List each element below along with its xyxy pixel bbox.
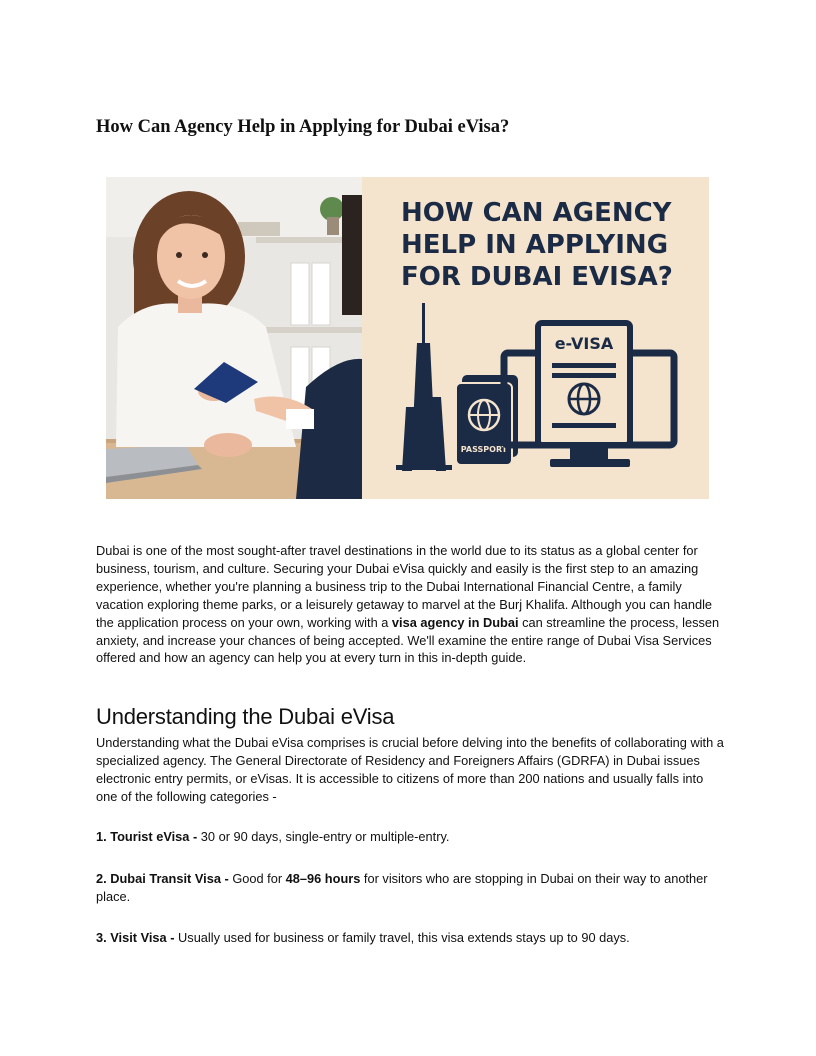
hero-headline-line-1: HOW CAN AGENCY	[401, 198, 672, 228]
list-item-label: 3. Visit Visa -	[96, 930, 175, 945]
section-heading: Understanding the Dubai eVisa	[96, 704, 395, 729]
list-item-text: Good for	[228, 871, 286, 886]
intro-text-2: can streamline the process, lessen anxiety, and increase your chances of being accepted. We'll examine the entire range of Dubai Visa Services offered and how an agency can help you at every turn in this in-depth guide.	[96, 614, 720, 666]
section-intro-paragraph: Understanding what the Dubai eVisa comprises is crucial before delving into the benefits of collaborating with a specialized agency. The General Directorate of Residency and Foreigners Affairs (GDRFA) in Dubai issues electronic entry permits, or eVisas. It is accessible to citizens of more than 200 nations and usually falls into one of the following categories -	[96, 735, 724, 804]
list-item	[96, 828, 726, 846]
list-item	[96, 870, 726, 906]
hero-image	[106, 177, 709, 499]
list-item-label: 1. Tourist eVisa -	[96, 829, 198, 844]
intro-bold-link-text: visa agency in Dubai	[391, 614, 519, 630]
page-title: How Can Agency Help in Applying for Dubai eVisa?	[96, 117, 510, 137]
list-item	[96, 929, 726, 947]
intro-text-1: Dubai is one of the most sought-after travel destinations in the world due to its status as a global center for business, tourism, and culture. Securing your Dubai eVisa quickly and easily is the first step to an amazing experience, whether you're planning a business trip to the Dubai International Financial Centre, a family vacation exploring theme parks, or a leisurely getaway to marvel at the Burj Khalifa. Although you can handle the application process on your own, working with a	[96, 543, 713, 630]
list-item-bold-duration: 48–96 hours	[285, 871, 361, 886]
list-item-text: for visitors who are stopping in Dubai on their way to another place.	[96, 871, 708, 904]
passport-icon	[456, 375, 518, 465]
list-item-text: 30 or 90 days, single-entry or multiple-entry.	[197, 829, 450, 844]
list-item-text: Usually used for business or family travel, this visa extends stays up to 90 days.	[174, 930, 630, 945]
passport-label: PASSPORT	[460, 445, 508, 454]
evisa-label: e-VISA	[554, 334, 614, 353]
intro-paragraph	[96, 542, 726, 667]
list-item-label: 2. Dubai Transit Visa -	[96, 871, 229, 886]
office-photo	[106, 177, 362, 499]
hero-headline-line-2: HELP IN APPLYING	[401, 230, 669, 260]
hero-headline-line-3: FOR DUBAI EVISA?	[401, 262, 673, 292]
illustration-panel	[362, 177, 709, 499]
